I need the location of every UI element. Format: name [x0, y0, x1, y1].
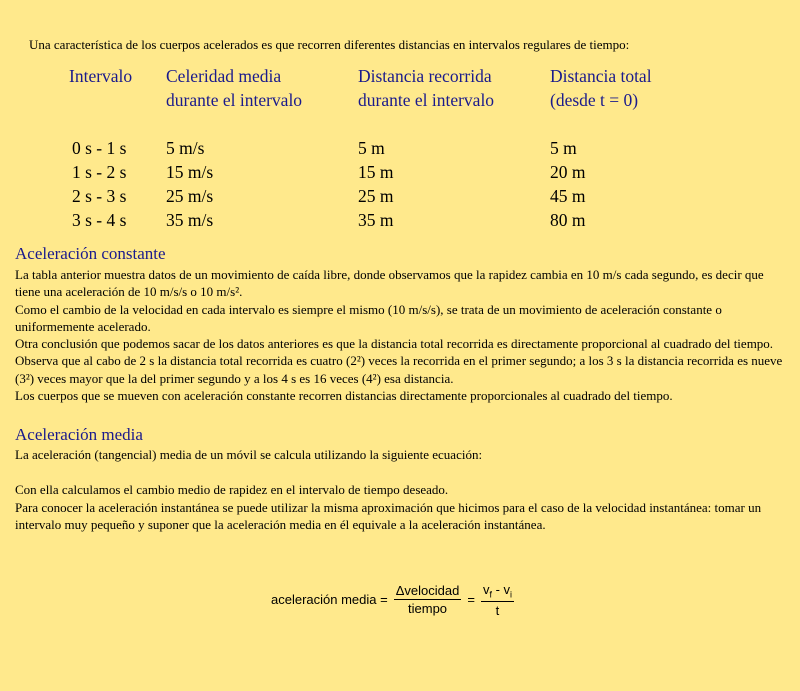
intro-text: Una característica de los cuerpos acelerados es que recorren diferentes distancias en intervalos regulares de tiempo: [29, 37, 630, 52]
paragraph: Los cuerpos que se mueven con aceleración constante recorren distancias directamente proporcionales al cuadrado del tiempo. [15, 388, 673, 404]
table-cell: 20 m [550, 162, 586, 182]
table-cell: 15 m/s [166, 162, 214, 182]
fraction-numerator: $v_f - v_i$ [482, 582, 513, 600]
paragraph: Otra conclusión que podemos sacar de los datos anteriores es que la distancia total recorrida es directamente proporcional al cuadrado del tiempo. Observa que al cabo de 2 s la distancia total recorrida es cuatro (2²) veces la recorrida en el primer segundo; a los 3 s la distancia recorrida es nueve (3²) veces mayor que la del primer segundo y a los 4 s es 16 veces (4²) esa distancia. [15, 336, 783, 386]
paragraph: Como el cambio de la velocidad en cada intervalo es siempre el mismo (10 m/s/s), se trata de un movimiento de aceleración constante o uniformemente acelerado. [15, 301, 722, 334]
table-cell: 0 s - 1 s [72, 138, 127, 158]
fraction-denominator: t [495, 602, 500, 618]
paragraph: Para conocer la aceleración instantánea se puede utilizar la misma aproximación que hicimos para el caso de la velocidad instantánea: tomar un intervalo muy pequeño y suponer que la aceleración media en él equivale a la aceleración instantánea. [15, 499, 762, 532]
formula-lhs: aceleración media = [271, 592, 388, 608]
paragraph: Con ella calculamos el cambio medio de rapidez en el intervalo de tiempo deseado. [15, 482, 449, 498]
table-row [66, 208, 690, 232]
table-cell: 3 s - 4 s [72, 210, 127, 230]
table-header-row [66, 64, 690, 112]
table-cell: 80 m [550, 210, 586, 230]
header-interval: Intervalo [69, 66, 133, 86]
table-cell: 35 m [358, 210, 394, 230]
table-cell: 5 m/s [166, 138, 205, 158]
table-cell: 25 m/s [166, 186, 214, 206]
table-cell: 5 m [550, 138, 577, 158]
table-cell: 25 m [358, 186, 394, 206]
paragraph: La tabla anterior muestra datos de un movimiento de caída libre, donde observamos que la rapidez cambia en 10 m/s cada segundo, es decir que tiene una aceleración de 10 m/s/s o 10 m/s². [15, 267, 764, 300]
table-row [66, 184, 690, 208]
header-avg-speed: Celeridad media durante el intervalo [166, 66, 303, 110]
table-cell: 45 m [550, 186, 586, 206]
fraction-denominator: tiempo [408, 601, 448, 617]
average-acceleration-text [15, 446, 790, 533]
fraction-vf-minus-vi-over-t [481, 582, 514, 618]
table-row [66, 160, 690, 184]
constant-acceleration-text [15, 266, 790, 404]
formula-equals: = [467, 592, 475, 608]
section-title-average-acceleration: Aceleración media [15, 425, 143, 444]
header-total-distance: Distancia total (desde t = 0) [550, 66, 652, 110]
table-cell: 1 s - 2 s [72, 162, 127, 182]
table-cell: 2 s - 3 s [72, 186, 127, 206]
motion-data-table [66, 64, 690, 232]
table-row [66, 136, 690, 160]
fraction-numerator: Δvelocidad [395, 583, 460, 599]
paragraph: La aceleración (tangencial) media de un móvil se calcula utilizando la siguiente ecuación: [15, 447, 483, 462]
header-distance-interval: Distancia recorrida durante el intervalo [358, 66, 495, 110]
average-acceleration-formula [271, 582, 520, 618]
table-cell: 15 m [358, 162, 394, 182]
fraction-delta-v-over-time [394, 583, 462, 616]
section-title-constant-acceleration: Aceleración constante [15, 244, 166, 263]
table-cell: 35 m/s [166, 210, 214, 230]
table-cell: 5 m [358, 138, 385, 158]
